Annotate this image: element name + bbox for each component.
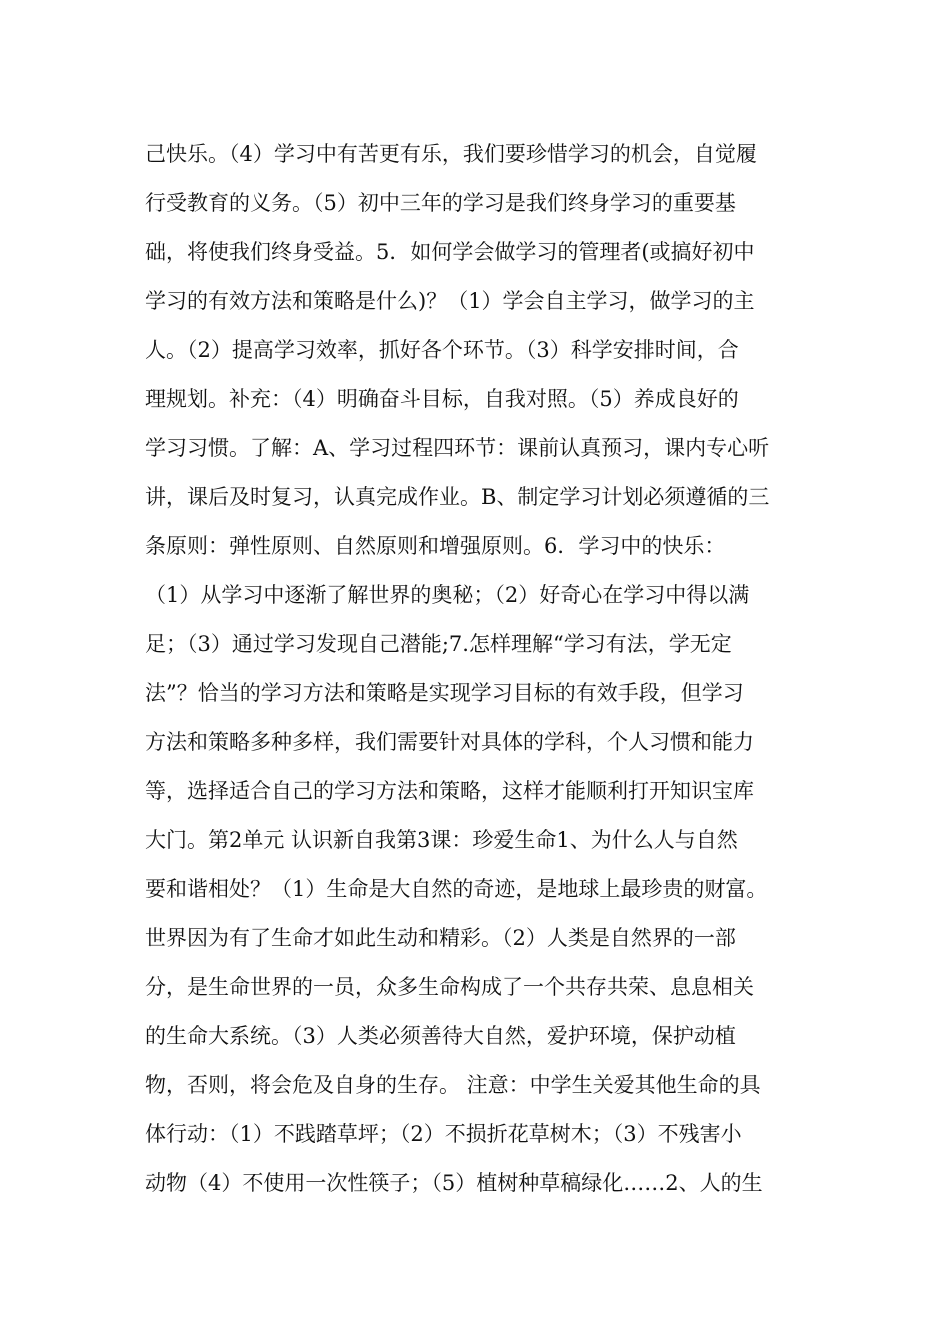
text-line: 体行动：（1）不践踏草坪；（2）不损折花草树木；（3）不残害小 [145,1122,742,1146]
text-line: 法”？恰当的学习方法和策略是实现学习目标的有效手段，但学习 [145,681,744,705]
text-line: 理规划。补充：（4）明确奋斗目标，自我对照。（5）养成良好的 [145,387,739,411]
text-line: 足；（3）通过学习发现自己潜能;7.怎样理解“学习有法，学无定 [145,632,732,656]
text-line: 行受教育的义务。（5）初中三年的学习是我们终身学习的重要基 [145,191,736,215]
text-line: 方法和策略多种多样，我们需要针对具体的学科，个人习惯和能力 [145,730,754,754]
text-line: 条原则：弹性原则、自然原则和增强原则。6．学习中的快乐： [145,534,726,558]
text-line: 世界因为有了生命才如此生动和精彩。（2）人类是自然界的一部 [145,926,736,950]
text-line: 动物（4）不使用一次性筷子；（5）植树种草稿绿化……2、人的生 [145,1171,763,1195]
text-line: 学习的有效方法和策略是什么)？（1）学会自主学习，做学习的主 [145,289,755,313]
text-line: （1）从学习中逐渐了解世界的奥秘；（2）好奇心在学习中得以满 [145,583,750,607]
text-line: 分，是生命世界的一员，众多生命构成了一个共存共荣、息息相关 [145,975,754,999]
text-line: 要和谐相处？（1）生命是大自然的奇迹，是地球上最珍贵的财富。 [145,877,768,901]
text-line: 己快乐。（4）学习中有苦更有乐，我们要珍惜学习的机会，自觉履 [145,142,757,166]
text-line: 础，将使我们终身受益。5．如何学会做学习的管理者(或搞好初中 [145,240,755,264]
text-line: 大门。第2单元 认识新自我第3课：珍爱生命1、为什么人与自然 [145,828,738,852]
body-text [145,130,817,1208]
text-line: 学习习惯。了解：A、学习过程四环节：课前认真预习，课内专心听 [145,436,770,460]
text-line: 等，选择适合自己的学习方法和策略，这样才能顺利打开知识宝库 [145,779,754,803]
text-line: 讲，课后及时复习，认真完成作业。B、制定学习计划必须遵循的三 [145,485,770,509]
text-line: 的生命大系统。（3）人类必须善待大自然，爱护环境，保护动植 [145,1024,736,1048]
text-line: 物，否则，将会危及自身的生存。 注意：中学生关爱其他生命的具 [145,1073,761,1097]
text-line: 人。（2）提高学习效率，抓好各个环节。（3）科学安排时间，合 [145,338,739,362]
